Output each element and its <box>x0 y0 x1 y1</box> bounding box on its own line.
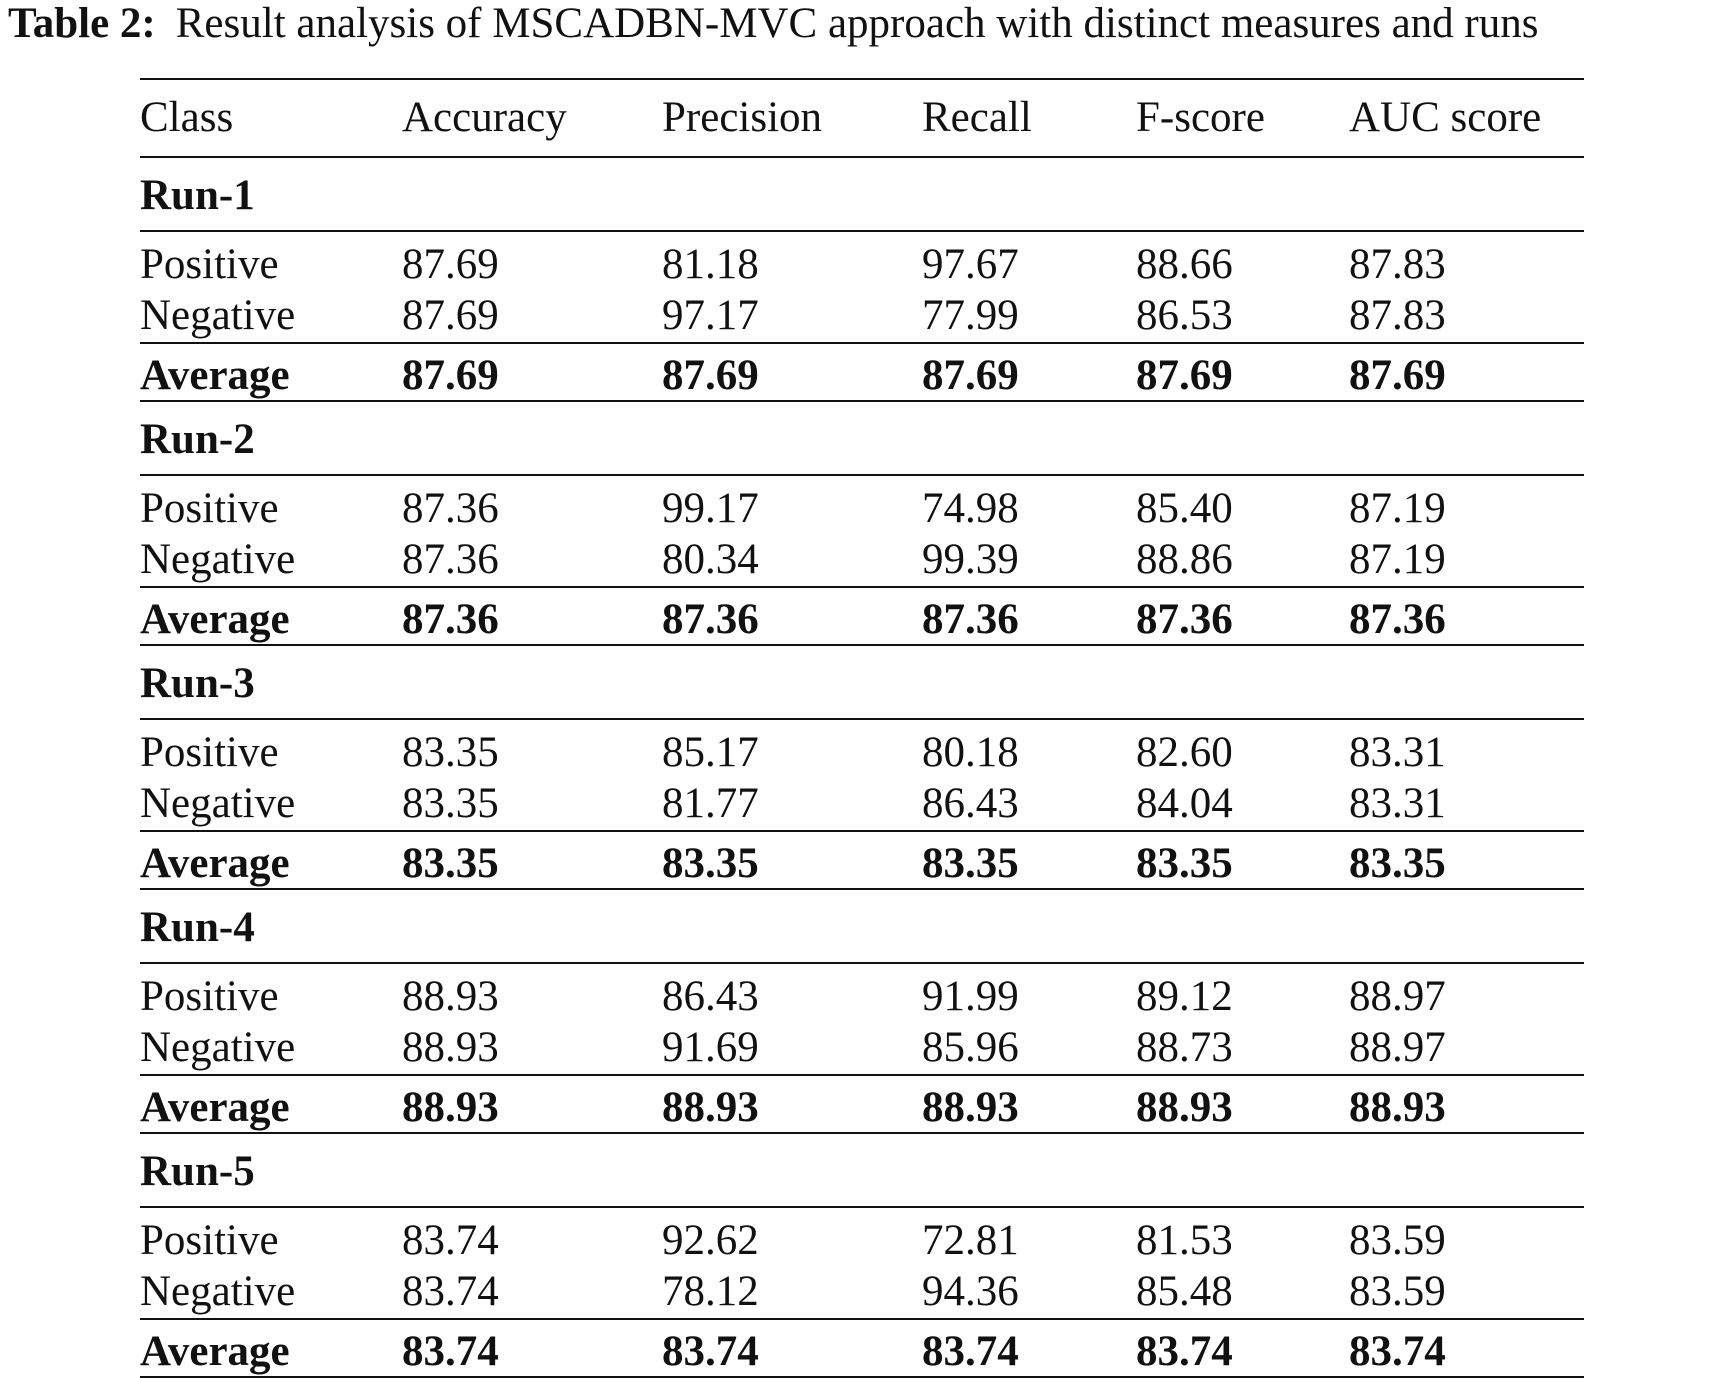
positive-row <box>140 231 1584 289</box>
value-cell: 85.48 <box>1136 1268 1233 1315</box>
value-cell: 80.34 <box>662 536 759 583</box>
value-cell: 88.86 <box>1136 536 1233 583</box>
value-cell: 83.31 <box>1349 729 1446 776</box>
value-cell: 80.18 <box>922 729 1019 776</box>
class-cell: Average <box>140 1083 290 1131</box>
value-cell: 87.19 <box>1349 485 1446 532</box>
value-cell: 87.69 <box>1136 351 1233 399</box>
value-cell: 87.69 <box>1349 351 1446 399</box>
value-cell: 77.99 <box>922 292 1019 339</box>
value-cell: 83.74 <box>662 1319 922 1377</box>
class-cell: Average <box>140 839 290 887</box>
class-cell: Positive <box>140 973 279 1020</box>
value-cell: 86.43 <box>922 780 1019 827</box>
value-cell: 86.43 <box>662 973 759 1020</box>
average-row <box>140 1075 1584 1133</box>
value-cell: 87.36 <box>922 595 1019 643</box>
class-cell: Average <box>140 595 290 643</box>
value-cell: 87.83 <box>1349 292 1446 339</box>
positive-row <box>140 719 1584 777</box>
negative-row <box>140 777 1584 831</box>
value-cell: 86.53 <box>1136 292 1233 339</box>
value-cell: 94.36 <box>922 1268 1019 1315</box>
negative-row <box>140 1265 1584 1319</box>
run-label: Run-1 <box>140 171 255 219</box>
caption-label: Table 2: <box>8 0 156 47</box>
value-cell: 83.35 <box>1349 839 1446 887</box>
value-cell: 88.66 <box>1136 241 1233 288</box>
value-cell: 83.59 <box>1349 1217 1446 1264</box>
run-header-row <box>140 401 1584 475</box>
value-cell: 89.12 <box>1136 973 1233 1020</box>
header-f-score: F-score <box>1136 93 1265 141</box>
value-cell: 87.36 <box>662 595 759 643</box>
value-cell: 83.35 <box>1136 839 1233 887</box>
class-cell: Positive <box>140 485 279 532</box>
negative-row <box>140 289 1584 343</box>
value-cell: 83.35 <box>402 729 499 776</box>
average-row <box>140 587 1584 645</box>
caption-text: Result analysis of MSCADBN-MVC approach with distinct measures and runs <box>175 0 1539 47</box>
value-cell: 85.40 <box>1136 485 1233 532</box>
value-cell: 83.74 <box>402 1217 499 1264</box>
positive-row <box>140 475 1584 533</box>
value-cell: 88.93 <box>402 973 499 1020</box>
value-cell: 87.69 <box>402 241 499 288</box>
value-cell: 97.67 <box>922 241 1019 288</box>
value-cell: 87.36 <box>1349 595 1446 643</box>
value-cell: 83.35 <box>402 780 499 827</box>
negative-row <box>140 533 1584 587</box>
value-cell: 78.12 <box>662 1268 759 1315</box>
value-cell: 88.97 <box>1349 1024 1446 1071</box>
header-auc-score: AUC score <box>1349 93 1542 141</box>
class-cell: Positive <box>140 729 279 776</box>
value-cell: 99.39 <box>922 536 1019 583</box>
class-cell: Negative <box>140 1024 296 1071</box>
value-cell: 81.53 <box>1136 1217 1233 1264</box>
value-cell: 91.69 <box>662 1024 759 1071</box>
run-label: Run-2 <box>140 415 255 463</box>
run-header-row <box>140 889 1584 963</box>
value-cell: 88.97 <box>1349 973 1446 1020</box>
value-cell: 83.74 <box>1349 1319 1584 1377</box>
value-cell: 83.59 <box>1349 1268 1446 1315</box>
value-cell: 88.93 <box>402 1024 499 1071</box>
value-cell: 81.77 <box>662 780 759 827</box>
class-cell: Negative <box>140 780 296 827</box>
value-cell: 87.36 <box>402 595 499 643</box>
value-cell: 82.60 <box>1136 729 1233 776</box>
header-row <box>140 79 1584 157</box>
value-cell: 88.93 <box>922 1083 1019 1131</box>
positive-row <box>140 1207 1584 1265</box>
run-header-row <box>140 645 1584 719</box>
value-cell: 87.36 <box>1136 595 1233 643</box>
value-cell: 83.74 <box>922 1319 1136 1377</box>
value-cell: 87.69 <box>922 351 1019 399</box>
results-table <box>140 78 1584 1378</box>
value-cell: 87.36 <box>402 485 499 532</box>
value-cell: 87.83 <box>1349 241 1446 288</box>
negative-row <box>140 1021 1584 1075</box>
value-cell: 87.36 <box>402 536 499 583</box>
average-row <box>140 1319 1584 1377</box>
value-cell: 87.69 <box>402 292 499 339</box>
class-cell: Positive <box>140 241 279 288</box>
run-label: Run-4 <box>140 903 255 951</box>
value-cell: 85.17 <box>662 729 759 776</box>
table-caption <box>8 0 1721 58</box>
value-cell: 87.69 <box>662 351 759 399</box>
value-cell: 81.18 <box>662 241 759 288</box>
value-cell: 74.98 <box>922 485 1019 532</box>
header-precision: Precision <box>662 93 823 141</box>
value-cell: 83.74 <box>1136 1319 1349 1377</box>
table-body <box>140 157 1584 1377</box>
run-header-row <box>140 157 1584 231</box>
run-header-row <box>140 1133 1584 1207</box>
header-accuracy: Accuracy <box>402 93 567 141</box>
class-cell: Negative <box>140 536 296 583</box>
value-cell: 88.93 <box>1136 1083 1233 1131</box>
value-cell: 85.96 <box>922 1024 1019 1071</box>
value-cell: 72.81 <box>922 1217 1019 1264</box>
value-cell: 83.35 <box>402 839 499 887</box>
value-cell: 97.17 <box>662 292 759 339</box>
class-cell: Negative <box>140 292 296 339</box>
value-cell: 87.69 <box>402 351 499 399</box>
class-cell: Positive <box>140 1217 279 1264</box>
run-label: Run-3 <box>140 659 255 707</box>
value-cell: 83.31 <box>1349 780 1446 827</box>
value-cell: 83.74 <box>402 1319 662 1377</box>
header-class: Class <box>140 93 234 141</box>
value-cell: 88.93 <box>662 1083 759 1131</box>
average-row <box>140 343 1584 401</box>
run-label: Run-5 <box>140 1147 255 1195</box>
value-cell: 92.62 <box>662 1217 759 1264</box>
value-cell: 99.17 <box>662 485 759 532</box>
value-cell: 84.04 <box>1136 780 1233 827</box>
class-cell: Negative <box>140 1268 296 1315</box>
positive-row <box>140 963 1584 1021</box>
header-recall: Recall <box>922 93 1032 141</box>
average-row <box>140 831 1584 889</box>
value-cell: 91.99 <box>922 973 1019 1020</box>
value-cell: 83.35 <box>662 839 759 887</box>
value-cell: 88.73 <box>1136 1024 1233 1071</box>
value-cell: 88.93 <box>1349 1083 1446 1131</box>
value-cell: 87.19 <box>1349 536 1446 583</box>
value-cell: 83.35 <box>922 839 1019 887</box>
class-cell: Average <box>140 1319 402 1377</box>
value-cell: 88.93 <box>402 1083 499 1131</box>
value-cell: 83.74 <box>402 1268 499 1315</box>
class-cell: Average <box>140 351 290 399</box>
